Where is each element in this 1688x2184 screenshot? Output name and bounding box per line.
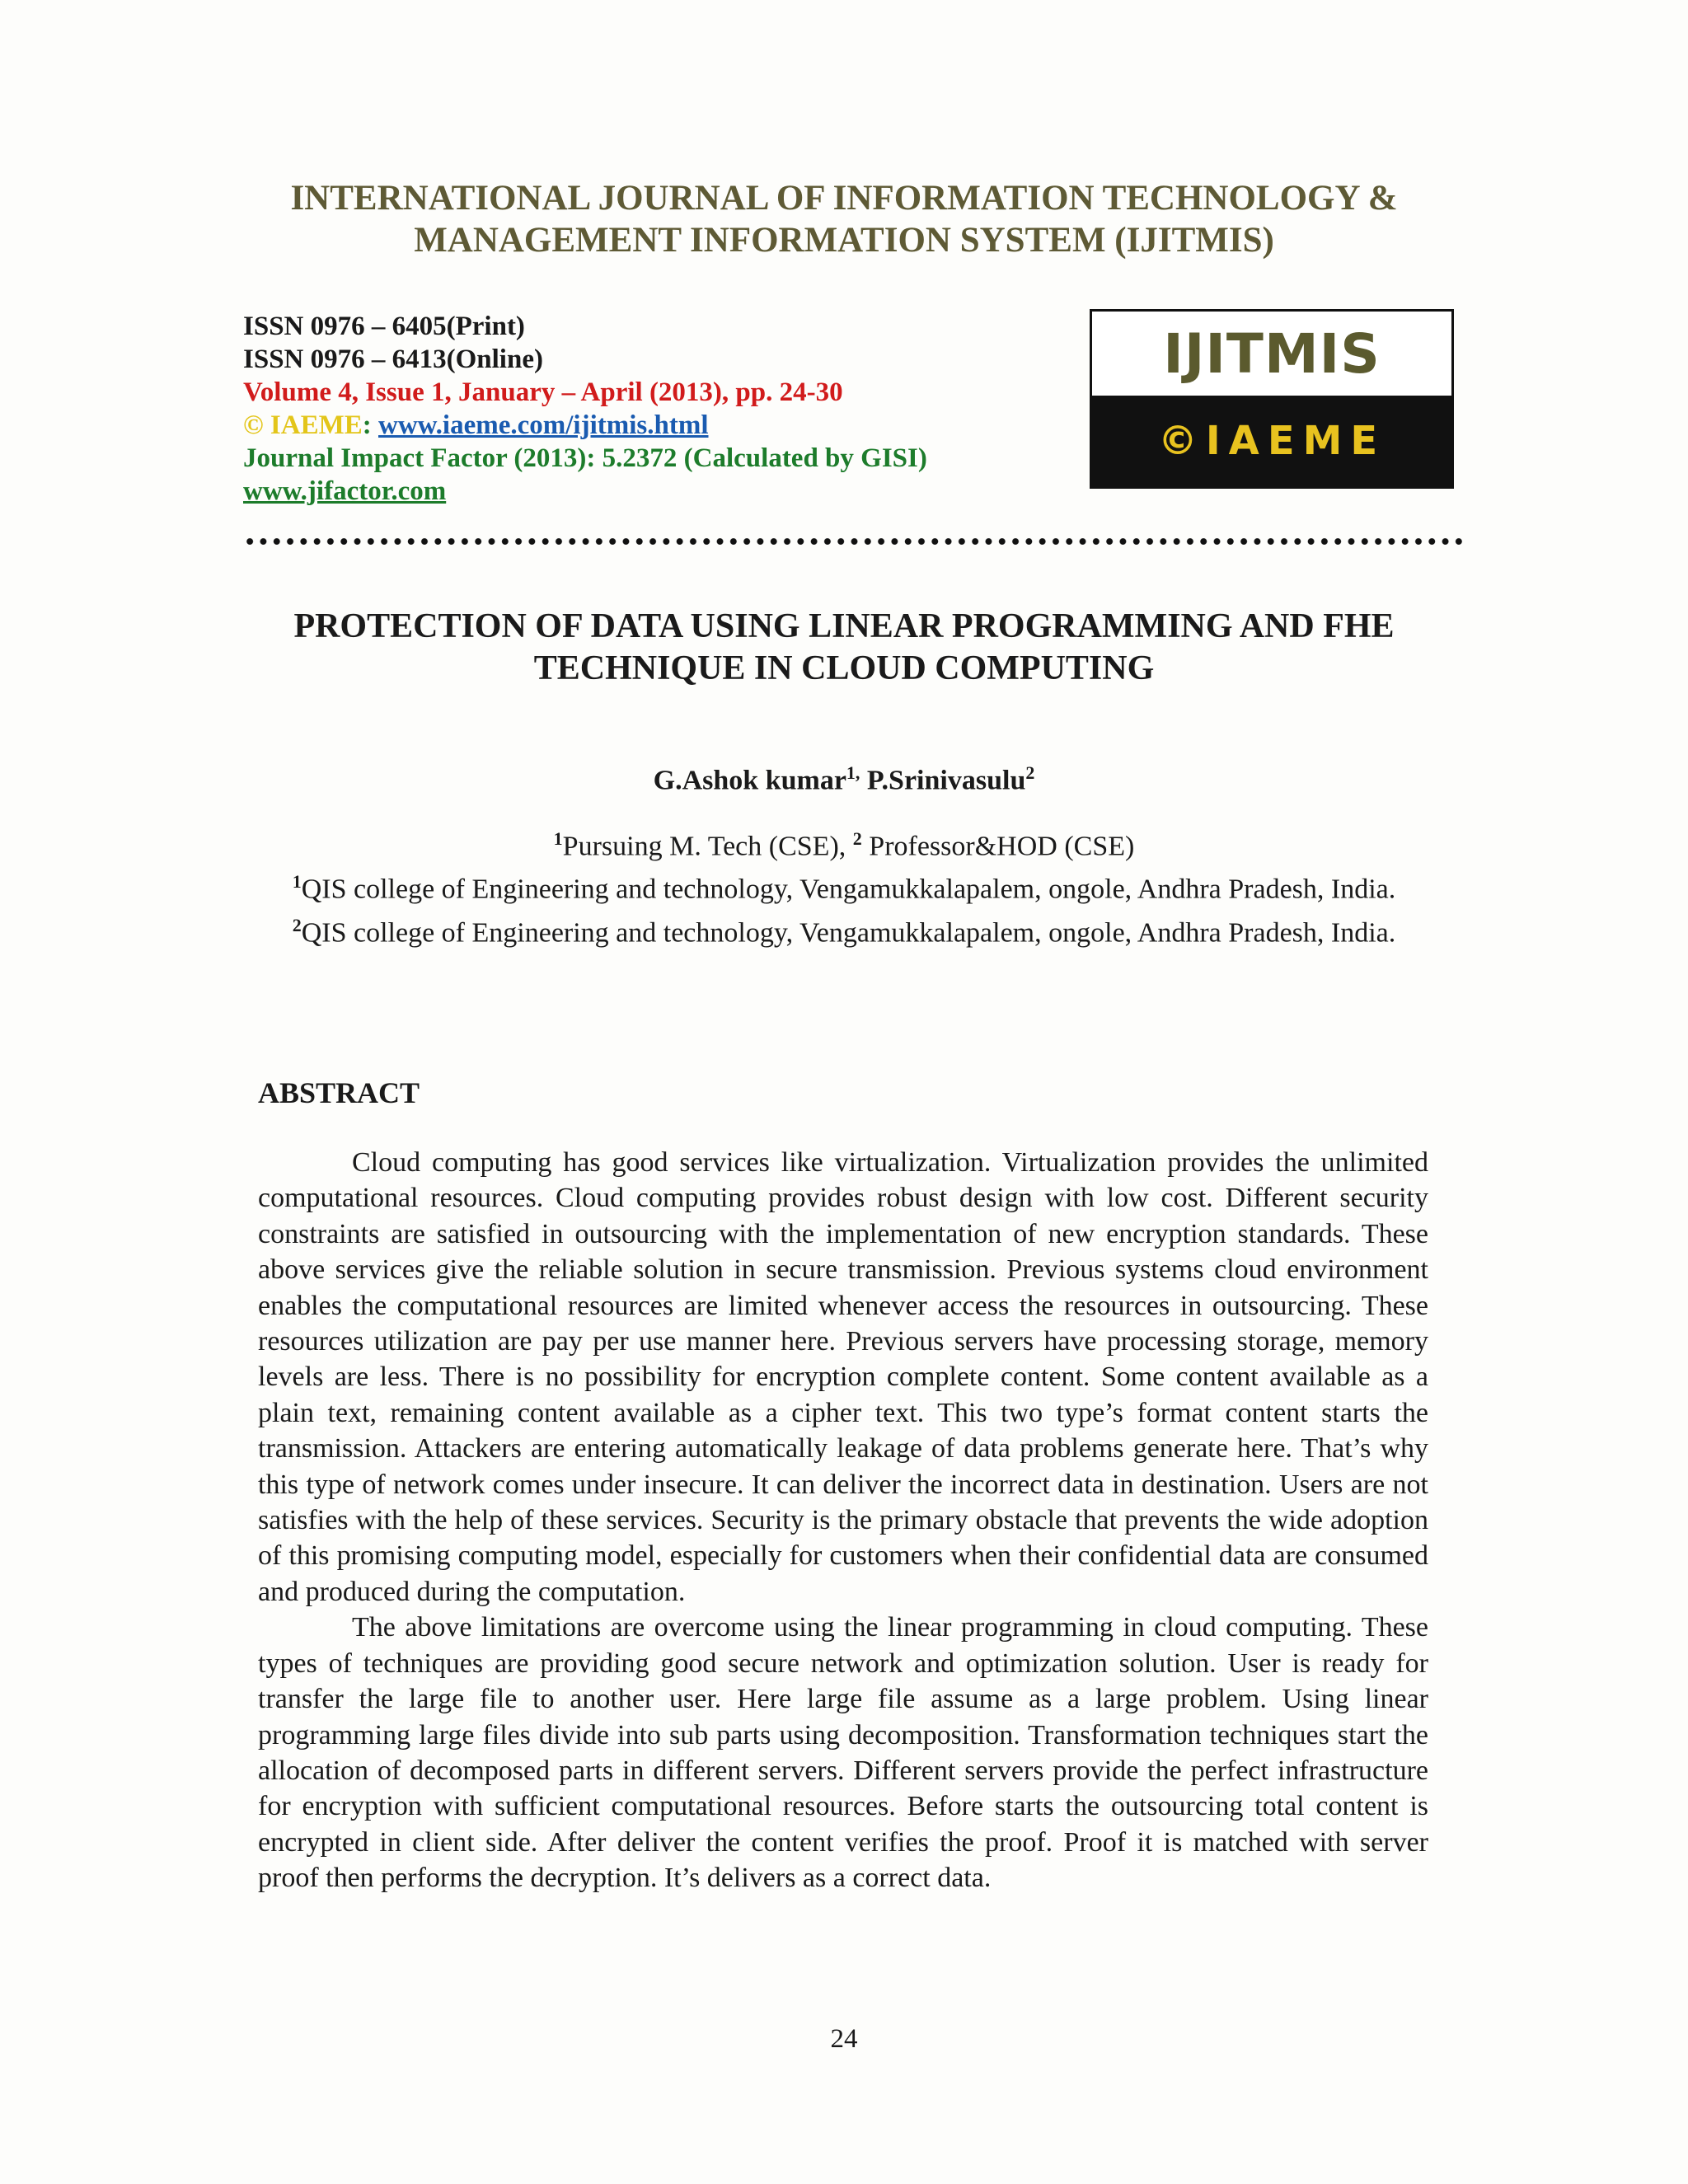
volume-info: Volume 4, Issue 1, January – April (2013), pp. 24-30 bbox=[243, 377, 843, 407]
author-roles bbox=[247, 821, 1441, 864]
journal-title-line2: MANAGEMENT INFORMATION SYSTEM (IJITMIS) bbox=[414, 221, 1274, 260]
affiliation-2 bbox=[247, 907, 1441, 950]
abstract-heading: ABSTRACT bbox=[258, 1076, 420, 1109]
issn-online: ISSN 0976 – 6413(Online) bbox=[243, 344, 543, 374]
issn-print: ISSN 0976 – 6405(Print) bbox=[243, 312, 525, 341]
role-1-sup: 1 bbox=[553, 828, 563, 849]
abstract-paragraph-1: Cloud computing has good services like virtualization. Virtualization provides the unlimited computational resources. Cloud computing provides robust design with low cost. Different security constraints are satisfied in outsourcing with the implementation of new encryption standards. These above services give the reliable solution in secure transmission. Previous systems cloud environment enables the computational resources are limited whenever access the resources in outsourcing. These resources utilization are pay per use manner here. Previous servers have processing storage, memory levels are less. There is no possibility for encryption complete content. Some content available as a plain text, remaining content available as a cipher text. This two type’s format content starts the transmission. Attackers are entering automatically leakage of data problems generate here. That’s why this type of network comes under insecure. It can deliver the incorrect data in destination. Users are not satisfies with the help of these services. Security is the primary obstacle that prevents the wide adoption of this promising computing model, especially for customers when their confidential data are consumed and produced during the computation. bbox=[258, 1147, 1428, 1607]
impact-factor: Journal Impact Factor (2013): 5.2372 (Calculated by GISI) bbox=[243, 443, 927, 473]
paper-title-line2: TECHNIQUE IN CLOUD COMPUTING bbox=[533, 649, 1155, 687]
affiliation-1-text: QIS college of Engineering and technology, Vengamukkalapalem, ongole, Andhra Pradesh, India. bbox=[301, 874, 1396, 905]
affiliations bbox=[247, 821, 1441, 950]
role-2-sup: 2 bbox=[852, 828, 862, 849]
author-1: G.Ashok kumar bbox=[653, 765, 846, 796]
website-colon: : bbox=[362, 410, 378, 440]
copyright-iaeme: © IAEME bbox=[243, 410, 363, 440]
website-line bbox=[243, 409, 927, 442]
journal-title-line1: INTERNATIONAL JOURNAL OF INFORMATION TECHNOLOGY & bbox=[290, 179, 1398, 218]
affiliation-2-sup: 2 bbox=[292, 914, 302, 935]
author-1-sup: 1, bbox=[846, 762, 860, 783]
authors bbox=[0, 762, 1688, 796]
author-2-sup: 2 bbox=[1025, 762, 1035, 783]
affiliation-1 bbox=[247, 864, 1441, 907]
dotted-divider bbox=[243, 536, 1465, 547]
website-link[interactable]: www.iaeme.com/ijitmis.html bbox=[378, 410, 709, 440]
journal-title bbox=[0, 177, 1688, 261]
logo-bottom-text: ©IAEME bbox=[1092, 396, 1451, 486]
journal-meta bbox=[243, 310, 927, 508]
paper-title-line1: PROTECTION OF DATA USING LINEAR PROGRAMMING AND FHE bbox=[293, 607, 1395, 645]
role-1: Pursuing M. Tech (CSE), bbox=[562, 831, 853, 862]
jifactor-link[interactable]: www.jifactor.com bbox=[243, 476, 447, 506]
affiliation-2-text: QIS college of Engineering and technology, Vengamukkalapalem, ongole, Andhra Pradesh, India. bbox=[301, 916, 1396, 948]
journal-logo bbox=[1090, 309, 1454, 489]
role-2: Professor&HOD (CSE) bbox=[861, 831, 1135, 862]
paper-title bbox=[247, 606, 1441, 690]
page-number: 24 bbox=[830, 2024, 858, 2054]
logo-top-text: IJITMIS bbox=[1163, 321, 1381, 386]
affiliation-1-sup: 1 bbox=[292, 871, 302, 893]
abstract-body bbox=[258, 1145, 1428, 1896]
abstract-paragraph-2: The above limitations are overcome using the linear programming in cloud computing. These types of techniques are providing good secure network and optimization solution. User is ready for transfer the large file to another user. Here large file assume as a large problem. Using linear programming large files divide into sub parts using decomposition. Transformation techniques start the allocation of decomposed parts in different servers. Different servers provide the perfect infrastructure for encryption with sufficient computational resources. Before starts the outsourcing total content is encrypted in client side. After deliver the content verifies the proof. Proof it is matched with server proof then performs the decryption. It’s delivers as a correct data. bbox=[258, 1612, 1428, 1894]
author-2: P.Srinivasulu bbox=[860, 765, 1026, 796]
